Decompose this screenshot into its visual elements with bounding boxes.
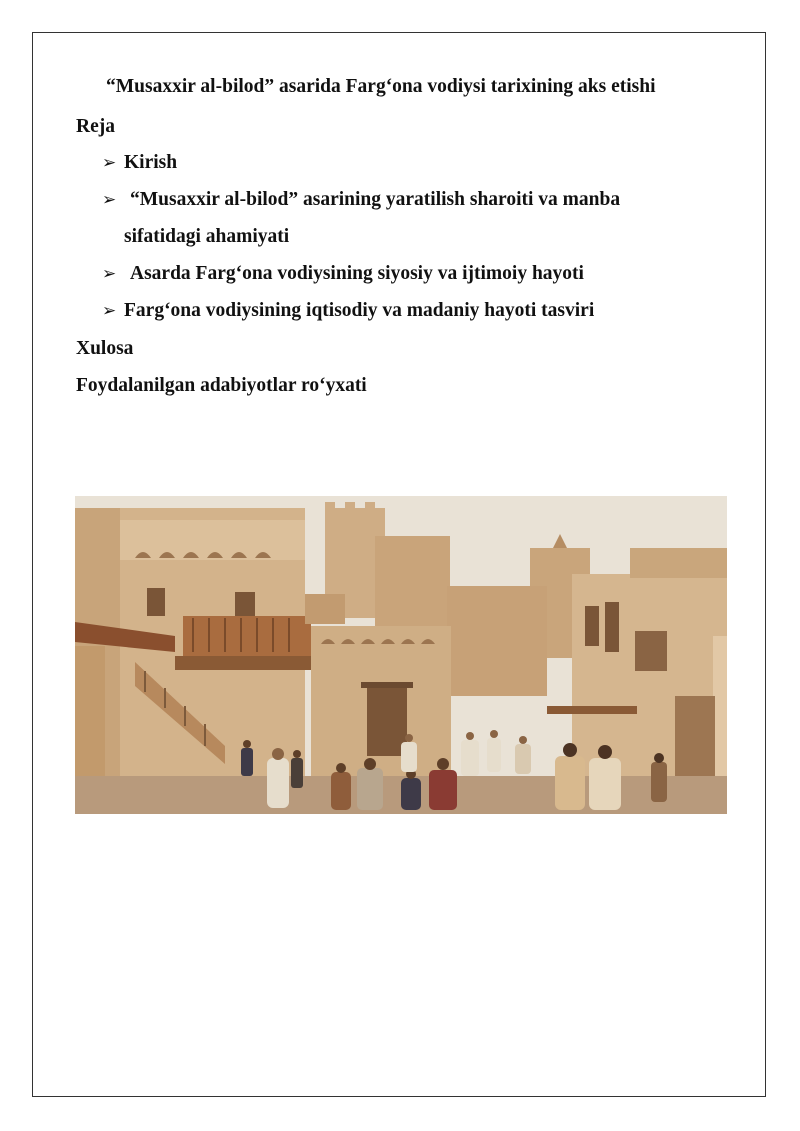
plan-item-3: [102, 263, 584, 285]
plan-item-text: Farg‘ona vodiysining iqtisodiy va madaniy hayoti tasviri: [124, 300, 595, 321]
plan-item-text: Asarda Farg‘ona vodiysining siyosiy va ijtimoiy hayoti: [130, 263, 584, 284]
arrow-bullet-icon: ➢: [102, 264, 117, 284]
document-title: “Musaxxir al-bilod” asarida Farg‘ona vodiysi tarixining aks etishi: [106, 76, 656, 97]
arrow-bullet-icon: ➢: [102, 301, 117, 321]
plan-heading: Reja: [76, 116, 115, 137]
wooden-balcony: [183, 616, 311, 656]
plan-item-text: Kirish: [124, 152, 178, 173]
conclusion-heading: Xulosa: [76, 338, 134, 359]
references-heading: Foydalanilgan adabiyotlar ro‘yxati: [76, 375, 367, 396]
arrow-bullet-icon: ➢: [102, 153, 117, 173]
plan-item-2-continuation: sifatidagi ahamiyati: [124, 226, 290, 247]
building: [447, 586, 547, 696]
arrow-bullet-icon: ➢: [102, 190, 117, 210]
plan-item-1: [102, 152, 177, 174]
plan-item-4: [102, 300, 594, 322]
city-scene-svg: [75, 496, 727, 814]
plan-item-text: “Musaxxir al-bilod” asarining yaratilish sharoiti va manba: [130, 189, 621, 210]
plan-item-2: [102, 189, 620, 211]
old-city-illustration: [75, 496, 727, 814]
